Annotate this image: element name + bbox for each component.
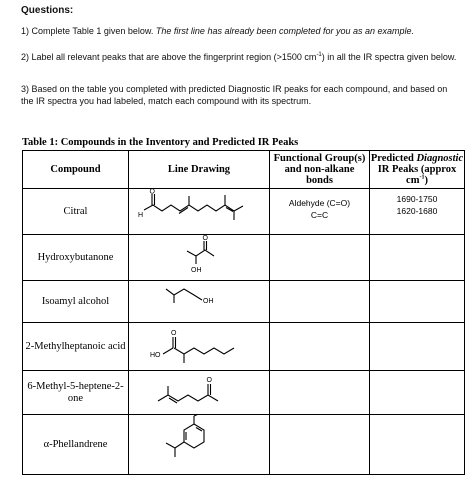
functional-group-cell <box>270 323 370 371</box>
isoamyl-alcohol-structure-drawing <box>130 281 269 317</box>
compound-name-cell: Isoamyl alcohol <box>23 281 129 323</box>
compounds-table <box>22 150 465 475</box>
functional-group-cell <box>270 281 370 323</box>
header-line-drawing: Line Drawing <box>129 151 270 189</box>
line-drawing-cell <box>129 189 270 235</box>
atom-label: OH <box>202 298 213 305</box>
table-row <box>23 415 465 475</box>
line-drawing-cell <box>129 371 270 415</box>
table-title: Table 1: Compounds in the Inventory and Predicted IR Peaks <box>22 137 299 148</box>
table-row <box>23 323 465 371</box>
predicted-peaks-cell <box>370 235 465 281</box>
compound-name-cell: α-Phellandrene <box>23 415 129 475</box>
table-row <box>23 189 465 235</box>
compound-name-cell: 6-Methyl-5-heptene-2-one <box>23 371 129 415</box>
compound-name-cell: 2-Methylheptanoic acid <box>23 323 129 371</box>
peak-range-2: 1620-1680 <box>396 206 438 216</box>
header-peaks-superscript: -1 <box>419 174 425 181</box>
predicted-peaks-cell <box>370 281 465 323</box>
oxygen-label: O <box>170 330 176 337</box>
citral-structure-drawing <box>130 189 269 229</box>
atom-label: OH <box>190 267 201 274</box>
table-row <box>23 235 465 281</box>
oxygen-label: O <box>202 235 208 242</box>
hydroxybutanone-structure-drawing <box>130 235 269 275</box>
functional-group-cell <box>270 415 370 475</box>
header-functional-groups: Functional Group(s) and non-alkane bonds <box>270 151 370 189</box>
question-3: 3) Based on the table you completed with predicted Diagnostic IR peaks for each compound, and based on the IR spectra you had labeled, match each compound with its spectrum. <box>21 84 448 106</box>
question-2-superscript: -1 <box>316 52 322 58</box>
methylheptanoic-acid-structure-drawing <box>130 323 269 365</box>
header-peaks-italic: Diagnostic <box>416 153 464 164</box>
peak-range-1: 1690-1750 <box>396 194 438 204</box>
phellandrene-structure-drawing <box>130 415 269 469</box>
question-1-text: 1) Complete Table 1 given below. <box>21 26 156 36</box>
oxygen-label: O <box>149 189 155 196</box>
atom-label: HO <box>149 352 160 359</box>
predicted-peaks-cell <box>370 189 465 235</box>
question-2 <box>21 51 461 63</box>
functional-group-cell <box>270 189 370 235</box>
methylheptenone-structure-drawing <box>130 371 269 409</box>
functional-group-cell <box>270 371 370 415</box>
line-drawing-cell <box>129 415 270 475</box>
table-row <box>23 281 465 323</box>
predicted-peaks-cell <box>370 415 465 475</box>
header-peaks-text-mid: IR Peaks (approx cm <box>377 164 457 186</box>
functional-group-line-2: C=C <box>310 210 329 220</box>
header-predicted-peaks <box>370 151 465 189</box>
atom-label: H <box>137 212 143 219</box>
functional-group-cell <box>270 235 370 281</box>
line-drawing-cell <box>129 281 270 323</box>
predicted-peaks-cell <box>370 371 465 415</box>
questions-heading: Questions: <box>21 5 74 16</box>
header-compound: Compound <box>23 151 129 189</box>
question-1-italic: The first line has already been completed for you as an example. <box>155 26 415 36</box>
compound-name-cell: Citral <box>23 189 129 235</box>
header-peaks-text-end: ) <box>424 175 428 186</box>
table-header-row <box>23 151 465 189</box>
table-row <box>23 371 465 415</box>
oxygen-label: O <box>206 377 212 384</box>
predicted-peaks-cell <box>370 323 465 371</box>
question-2-text: 2) Label all relevant peaks that are above the fingerprint region (>1500 cm <box>21 52 317 62</box>
question-2-text-end: ) in all the IR spectra given below. <box>321 52 457 62</box>
functional-group-line-1: Aldehyde (C=O) <box>288 198 351 208</box>
line-drawing-cell <box>129 235 270 281</box>
line-drawing-cell <box>129 323 270 371</box>
header-peaks-text: Predicted <box>370 153 417 164</box>
compound-name-cell: Hydroxybutanone <box>23 235 129 281</box>
question-1 <box>21 25 414 37</box>
